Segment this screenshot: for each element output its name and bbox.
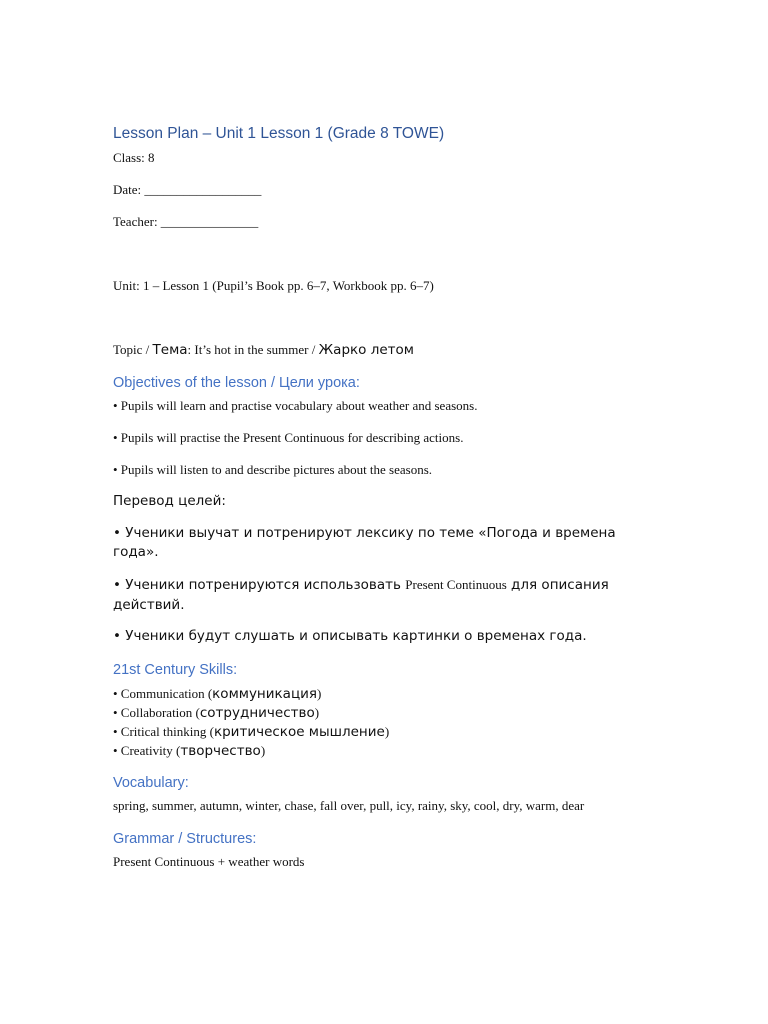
grammar-text: Present Continuous + weather words — [113, 854, 305, 869]
class-line: Class: 8 — [113, 150, 155, 165]
teacher-line: Teacher: _______________ — [113, 214, 259, 229]
vocabulary-text: spring, summer, autumn, winter, chase, fall over, pull, icy, rainy, sky, cool, dry, warm, dear — [113, 798, 585, 813]
skill-end: ) — [317, 686, 322, 701]
vocabulary-heading: Vocabulary: — [113, 775, 189, 791]
skill-en: • Collaboration ( — [113, 705, 200, 720]
translation-heading: Перевод целей: — [113, 493, 226, 509]
translation-item-part: • Ученики потренируются использовать — [113, 577, 406, 593]
grammar-heading: Grammar / Structures: — [113, 831, 257, 847]
skill-end: ) — [314, 705, 320, 720]
unit-line: Unit: 1 – Lesson 1 (Pupil’s Book pp. 6–7, Workbook pp. 6–7) — [113, 278, 434, 293]
translation-item-part: Present Continuous — [405, 577, 507, 592]
skill-item — [113, 722, 389, 741]
topic-ru-text: Жарко летом — [318, 342, 414, 358]
translation-item: • Ученики будут слушать и описывать картинки о временах года. — [113, 628, 587, 644]
translation-item: • Ученики выучат и потренируют лексику по теме «Погода и времена года». — [113, 525, 616, 560]
objective-item: • Pupils will listen to and describe pictures about the seasons. — [113, 462, 433, 477]
topic-line — [113, 341, 414, 359]
skill-en: • Creativity ( — [113, 743, 181, 758]
topic-en-text: : It’s hot in the summer / — [187, 342, 319, 357]
skill-en: • Critical thinking ( — [113, 724, 214, 739]
topic-ru-label: Тема — [152, 342, 188, 358]
skill-item — [113, 684, 389, 703]
skill-ru: творчество — [180, 743, 261, 759]
skill-end: ) — [384, 724, 390, 739]
skill-en: • Communication ( — [113, 686, 213, 701]
translation-item — [113, 575, 643, 615]
objective-item: • Pupils will learn and practise vocabulary about weather and seasons. — [113, 398, 478, 413]
skill-item — [113, 741, 389, 760]
skill-ru: коммуникация — [212, 686, 318, 702]
objective-item: • Pupils will practise the Present Continuous for describing actions. — [113, 430, 464, 445]
skill-ru: критическое мышление — [213, 724, 385, 740]
skill-end: ) — [260, 743, 266, 758]
objectives-heading: Objectives of the lesson / Цели урока: — [113, 375, 360, 391]
skill-ru: сотрудничество — [199, 705, 315, 721]
skills-list — [113, 684, 389, 760]
page-title: Lesson Plan – Unit 1 Lesson 1 (Grade 8 TOWE) — [113, 125, 445, 142]
skills-heading: 21st Century Skills: — [113, 662, 238, 678]
translation-item-part: для описания действий. — [113, 577, 609, 613]
skill-item — [113, 703, 389, 722]
topic-en-label: Topic / — [113, 342, 153, 357]
date-line: Date: __________________ — [113, 182, 262, 197]
